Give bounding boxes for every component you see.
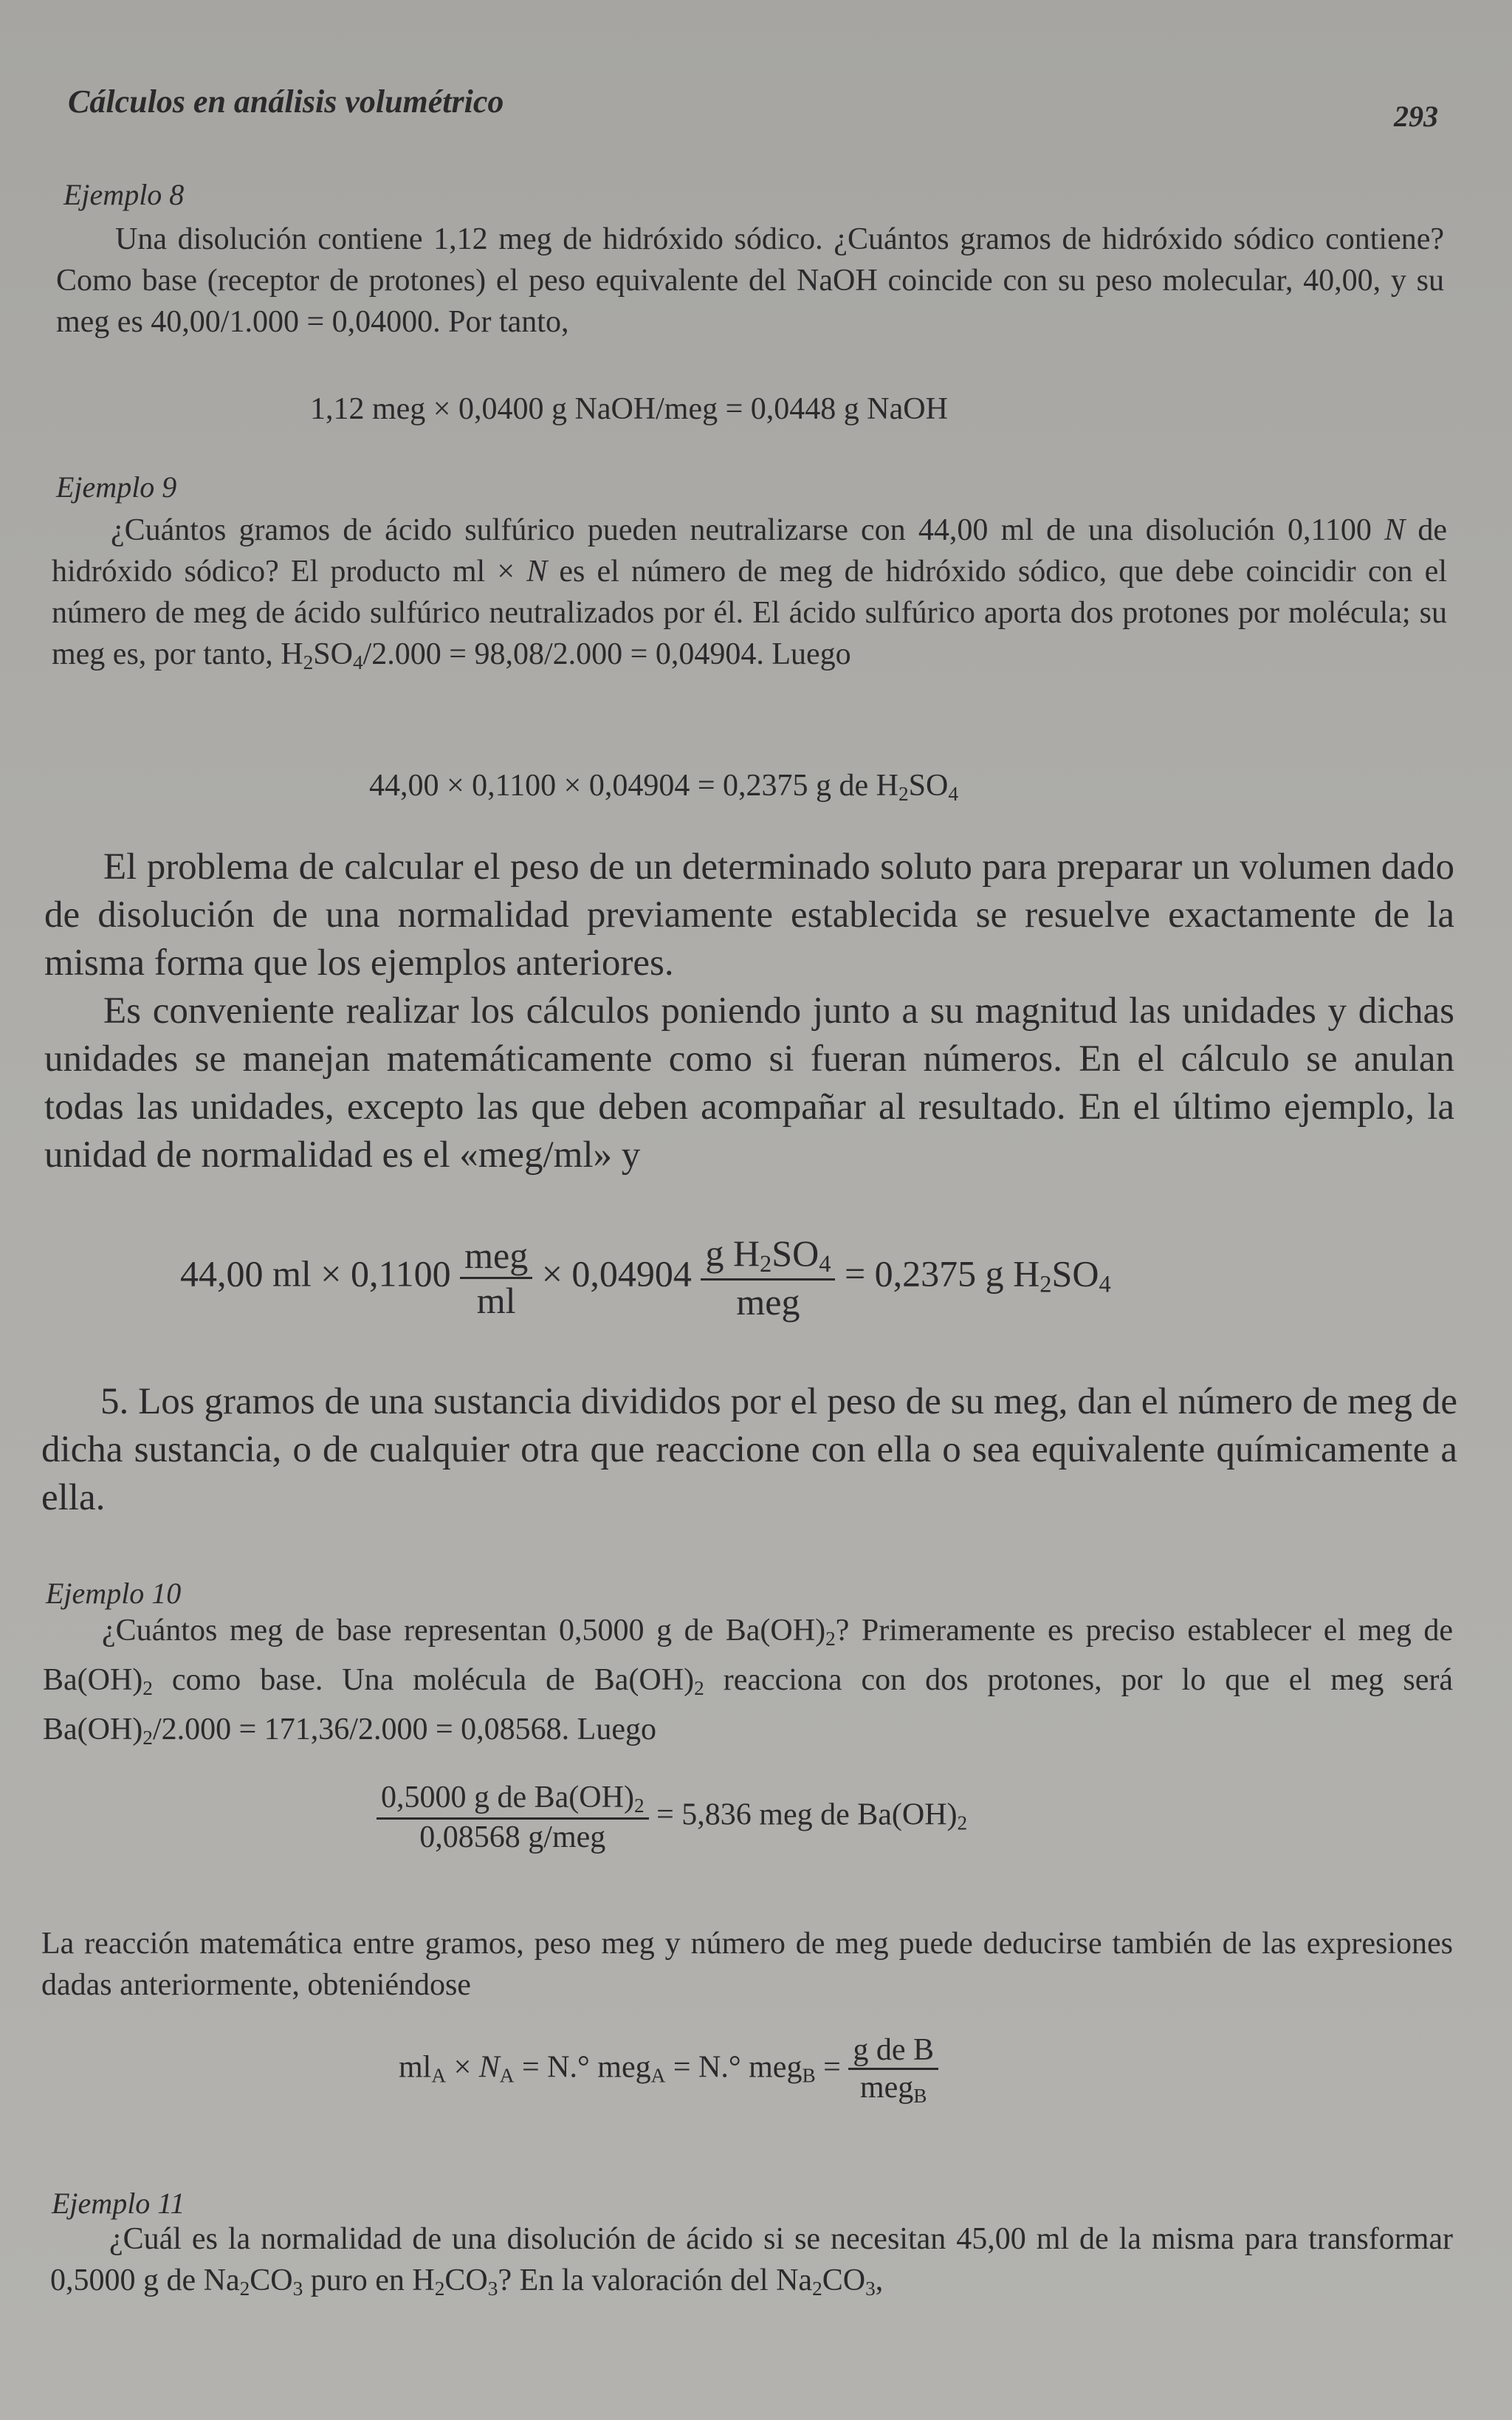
subscript: B <box>802 2064 816 2087</box>
body-paragraph-1: El problema de calcular el peso de un determinado soluto para preparar un volumen dado de disolución de una normalidad previamente establecida se resuelve exactamente de la misma forma que los ejemplos anteriores. <box>44 846 1454 984</box>
text-run: puro en H <box>303 2263 435 2297</box>
subscript: 4 <box>819 1251 831 1278</box>
example-11-paragraph <box>50 2218 1453 2309</box>
denominator <box>848 2070 938 2108</box>
text-run: reacciona con dos protones, por lo que el meg será Ba(OH) <box>43 1662 1453 1747</box>
text-run: /2.000 = 171,36/2.000 = 0,08568. Luego <box>152 1712 656 1747</box>
text-run: CO <box>250 2263 293 2297</box>
running-header: Cálculos en análisis volumétrico <box>68 83 504 120</box>
text-run: /2.000 = 98,08/2.000 = 0,04904. Luego <box>362 637 851 671</box>
rule-5-paragraph <box>41 1378 1457 1522</box>
subscript: A <box>431 2064 447 2087</box>
subscript: 2 <box>1040 1271 1052 1298</box>
denominator: 0,08568 g/meg <box>419 1820 606 1854</box>
numerator: meg <box>460 1234 532 1279</box>
example-11-text <box>50 2218 1453 2309</box>
example-8-label: Ejemplo 8 <box>63 178 185 211</box>
rule-5-text: 5. Los gramos de una sustancia divididos por el peso de su meg, dan el número de meg de dicha sustancia, o de cualquier otra que reaccione con ella o sea equivalente químicamente a ella. <box>41 1381 1457 1518</box>
text-run: , <box>875 2263 884 2297</box>
subscript: A <box>499 2064 515 2087</box>
numerator <box>377 1780 649 1820</box>
denominator: ml <box>476 1279 516 1321</box>
subscript: 2 <box>760 1251 772 1278</box>
subscript: 3 <box>487 2277 498 2300</box>
example-8-equation: 1,12 meg × 0,0400 g NaOH/meg = 0,0448 g NaOH <box>310 392 948 426</box>
text-run: SO <box>1051 1252 1099 1295</box>
text-run: = 0,2375 g H <box>844 1252 1040 1295</box>
text-run: SO <box>908 769 949 803</box>
text-run: = N.° meg <box>665 2050 803 2085</box>
subscript: 2 <box>898 782 909 805</box>
text-run: ? Primeramente es preciso establecer el meg de Ba(OH) <box>43 1614 1454 1697</box>
normality-symbol: N <box>478 2050 500 2085</box>
page-number: 293 <box>1394 100 1438 133</box>
example-9-equation <box>369 768 958 806</box>
text-run: ¿Cuántos meg de base representan 0,5000 g de Ba(OH) <box>102 1614 826 1648</box>
relation-paragraph <box>41 1923 1453 2006</box>
subscript: 2 <box>434 2277 445 2300</box>
text-run: SO <box>313 637 353 671</box>
subscript: 4 <box>352 651 363 673</box>
text-run: ml <box>399 2050 432 2085</box>
text-run: SO <box>772 1233 819 1274</box>
example-9-text <box>52 510 1447 683</box>
subscript: A <box>650 2064 666 2087</box>
text-run: = N.° meg <box>514 2050 651 2085</box>
numerator <box>701 1232 835 1281</box>
example-10-text <box>43 1610 1453 1758</box>
example-8-text: Una disolución contiene 1,12 meg de hidróxido sódico. ¿Cuántos gramos de hidróxido sódico contiene? Como base (receptor de protones) el peso equivalente del NaOH coincide con su peso molecular, 40,00, y su meg es 40,00/1.000 = 0,04000. Por tanto, <box>56 222 1444 339</box>
text-run: ? En la valoración del Na <box>498 2263 813 2297</box>
example-11-label: Ejemplo 11 <box>52 2187 185 2220</box>
text-run: de hidróxido sódico? El producto ml × <box>52 513 1447 589</box>
normality-symbol: N <box>1384 513 1406 547</box>
body-paragraphs <box>44 843 1454 1179</box>
relation-text: La reacción matemática entre gramos, peso meg y número de meg puede deducirse también de las expresiones dadas anteriormente, obteniéndose <box>41 1927 1453 2002</box>
units-equation <box>180 1232 1111 1323</box>
example-9-label: Ejemplo 9 <box>56 470 177 504</box>
example-10-label: Ejemplo 10 <box>46 1577 182 1610</box>
fraction-grams-over-meg-weight <box>377 1780 649 1855</box>
denominator: meg <box>736 1281 800 1323</box>
body-paragraph-2: Es conveniente realizar los cálculos poniendo junto a su magnitud las unidades y dichas unidades se manejan matemáticamente como si fueran números. En el cálculo se anulan todas las unidades, excepto las que deben acompañar al resultado. En el último ejemplo, la unidad de normalidad es el «meg/ml» y <box>44 990 1454 1176</box>
text-run: g H <box>705 1233 760 1274</box>
subscript: 3 <box>865 2277 876 2300</box>
text-run: × 0,04904 <box>541 1252 692 1295</box>
subscript: 2 <box>812 2277 822 2300</box>
relation-equation <box>399 2032 938 2108</box>
text-run: × <box>446 2050 479 2085</box>
subscript: 4 <box>948 782 958 805</box>
numerator: g de B <box>848 2032 938 2070</box>
subscript: 2 <box>142 1726 153 1749</box>
example-8-paragraph <box>56 219 1444 343</box>
subscript: B <box>913 2084 927 2107</box>
subscript: 2 <box>957 1811 968 1834</box>
subscript: 3 <box>292 2277 303 2300</box>
text-run: meg <box>859 2071 914 2105</box>
example-10-equation <box>377 1780 967 1855</box>
fraction-grams-b-over-meg-b <box>848 2032 938 2108</box>
subscript: 2 <box>825 1627 836 1650</box>
text-run: 44,00 × 0,1100 × 0,04904 = 0,2375 g de H <box>369 769 898 803</box>
subscript: 4 <box>1099 1271 1111 1298</box>
subscript: 2 <box>239 2277 250 2300</box>
fraction-g-h2so4-per-meg <box>701 1232 835 1323</box>
text-run: 44,00 ml × 0,1100 <box>180 1252 451 1295</box>
text-run: 0,5000 g de Ba(OH) <box>381 1780 634 1814</box>
subscript: 2 <box>303 651 314 673</box>
text-run: CO <box>822 2263 866 2297</box>
text-run: ¿Cuál es la normalidad de una disolución de ácido si se necesitan 45,00 ml de la misma para transformar 0,5000 g de Na <box>50 2222 1453 2297</box>
example-10-paragraph <box>43 1610 1453 1758</box>
text-run: es el número de meg de hidróxido sódico, que debe coincidir con el número de meg de ácido sulfúrico neutralizados por él. El ácido sulfúrico aporta dos protones por molécula; su meg es, por tanto, H <box>52 555 1447 671</box>
text-run: = 5,836 meg de Ba(OH) <box>656 1797 958 1832</box>
text-run: CO <box>444 2263 488 2297</box>
subscript: 2 <box>633 1794 645 1817</box>
fraction-meg-per-ml <box>460 1234 532 1322</box>
subscript: 2 <box>694 1676 704 1699</box>
text-run: como base. Una molécula de Ba(OH) <box>152 1662 695 1697</box>
text-run: = <box>815 2050 849 2085</box>
normality-symbol: N <box>526 555 548 589</box>
example-9-paragraph <box>52 510 1447 683</box>
text-run: ¿Cuántos gramos de ácido sulfúrico pueden neutralizarse con 44,00 ml de una disolución 0,1100 <box>111 513 1385 547</box>
subscript: 2 <box>142 1676 153 1699</box>
